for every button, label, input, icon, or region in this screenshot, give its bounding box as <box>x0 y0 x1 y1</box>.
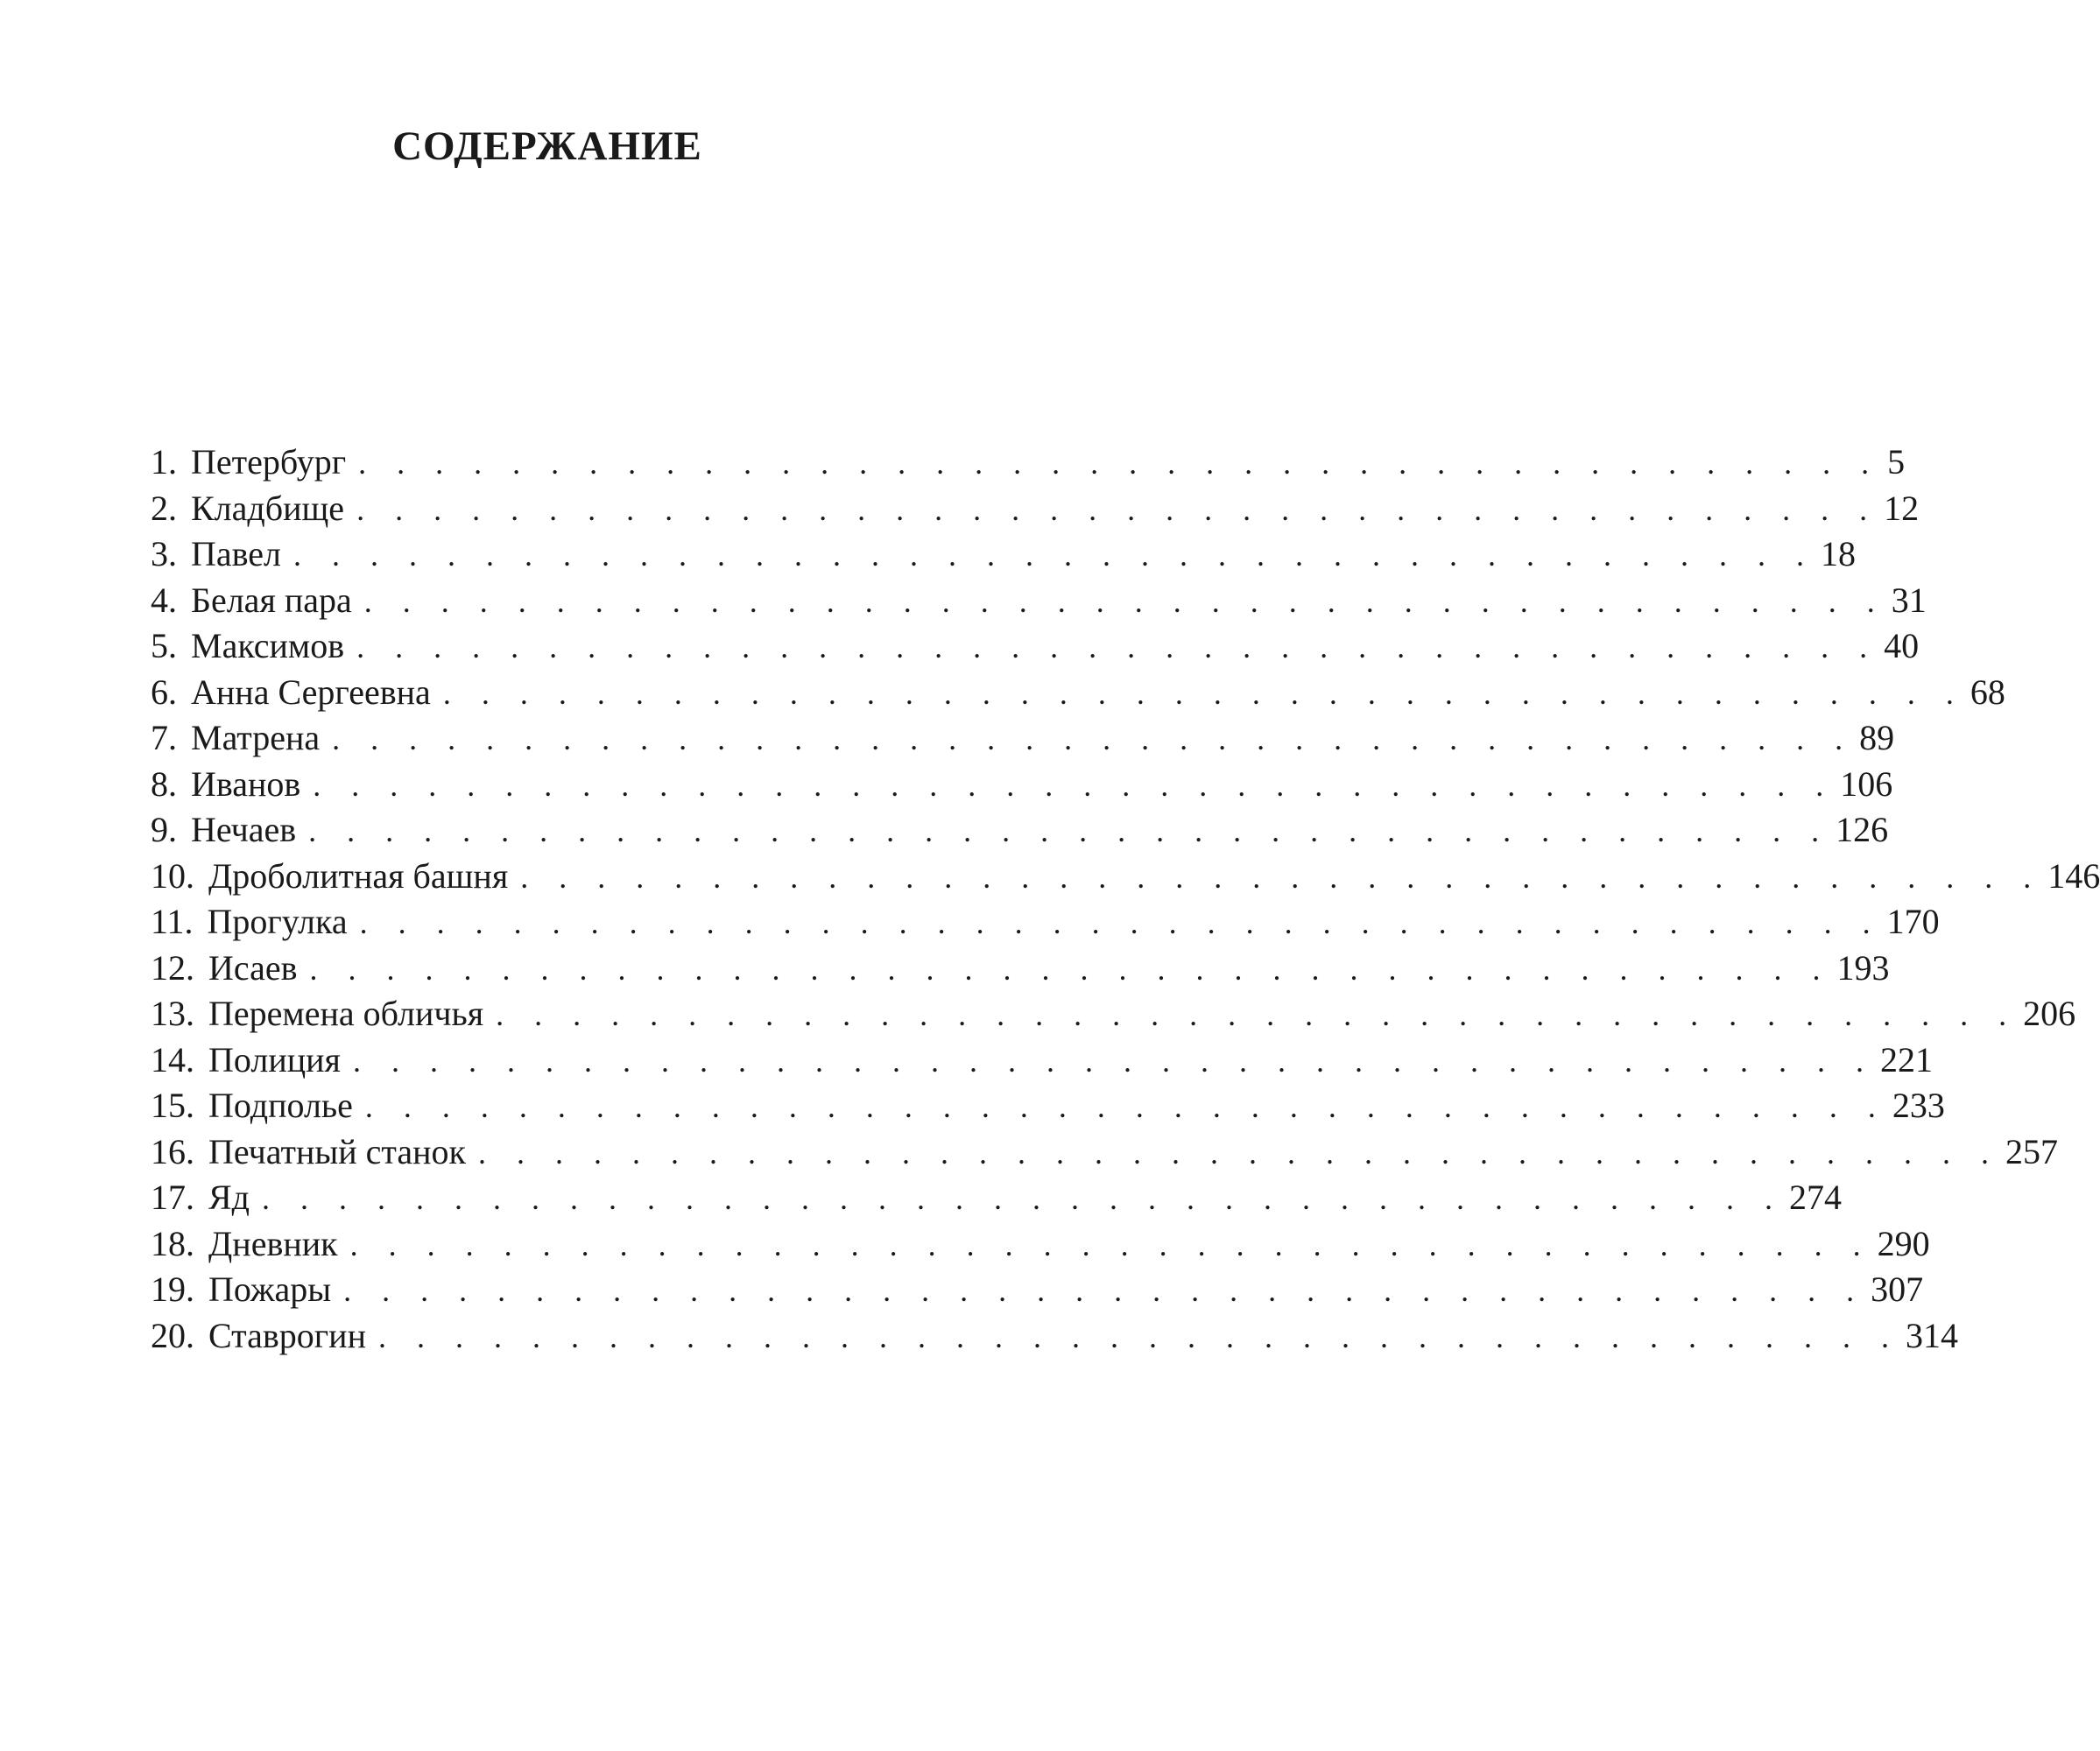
entry-title: Дневник <box>208 1223 338 1263</box>
entry-page-number: 18 <box>1821 534 1857 573</box>
entry-page-number: 5 <box>1887 442 1906 482</box>
entry-page-number: 68 <box>1970 672 2005 712</box>
dot-leader: . . . . . . . . . . . . . . . . . . . . . . . . . . . . . . . . . . . . . . . . <box>377 1319 1900 1354</box>
entry-page-number: 146 <box>2047 855 2100 896</box>
entry-page-number: 233 <box>1892 1086 1945 1125</box>
entry-title: Максимов <box>191 626 345 665</box>
toc-entry[interactable] <box>151 1083 1945 1129</box>
entry-number: 19. <box>151 1269 194 1309</box>
dot-leader: . . . . . . . . . . . . . . . . . . . . . . . . . . . . . . . . . . . . . . . . <box>313 767 1836 803</box>
entry-title: Нечаев <box>191 810 297 849</box>
entry-number: 7. <box>151 718 177 757</box>
entry-title: Кладбище <box>191 488 345 528</box>
entry-page-number: 257 <box>2005 1131 2058 1171</box>
entry-number: 14. <box>151 1039 194 1079</box>
toc-entry[interactable] <box>151 715 1895 762</box>
entry-page-number: 314 <box>1905 1315 1958 1355</box>
dot-leader: . . . . . . . . . . . . . . . . . . . . . . . . . . . . . . . . . . . . . . . . <box>293 538 1816 573</box>
entry-page-number: 40 <box>1884 626 1920 665</box>
entry-title: Полиция <box>208 1039 341 1079</box>
entry-number: 20. <box>151 1315 194 1355</box>
dot-leader: . . . . . . . . . . . . . . . . . . . . . . . . . . . . . . . . . . . . . . . . <box>496 997 2019 1032</box>
toc-entry[interactable] <box>151 854 2100 900</box>
entry-number: 18. <box>151 1223 194 1263</box>
toc-entry[interactable] <box>151 1267 1924 1313</box>
dot-leader: . . . . . . . . . . . . . . . . . . . . . . . . . . . . . . . . . . . . . . . . <box>520 859 2043 895</box>
dot-leader: . . . . . . . . . . . . . . . . . . . . . . . . . . . . . . . . . . . . . . . . <box>352 1043 1875 1079</box>
toc-entry[interactable] <box>151 762 1893 808</box>
entry-title: Павел <box>191 534 282 573</box>
entry-number: 11. <box>151 902 194 941</box>
table-of-contents <box>151 440 2100 1359</box>
dot-leader: . . . . . . . . . . . . . . . . . . . . . . . . . . . . . . . . . . . . . . . . <box>262 1181 1785 1216</box>
entry-title: Исаев <box>208 947 298 988</box>
toc-entry[interactable] <box>151 1129 2058 1176</box>
dot-leader: . . . . . . . . . . . . . . . . . . . . . . . . . . . . . . . . . . . . . . . . <box>364 1089 1887 1124</box>
entry-number: 12. <box>151 947 194 988</box>
entry-number: 2. <box>151 488 177 528</box>
entry-page-number: 126 <box>1836 810 1889 849</box>
entry-page-number: 307 <box>1871 1269 1924 1309</box>
dot-leader: . . . . . . . . . . . . . . . . . . . . . . . . . . . . . . . . . . . . . . . . <box>477 1135 2000 1171</box>
dot-leader: . . . . . . . . . . . . . . . . . . . . . . . . . . . . . . . . . . . . . . . . <box>359 905 1882 940</box>
dot-leader: . . . . . . . . . . . . . . . . . . . . . . . . . . . . . . . . . . . . . . . . <box>358 446 1881 481</box>
entry-title: Яд <box>208 1178 250 1217</box>
toc-entry[interactable] <box>151 440 1906 486</box>
entry-number: 17. <box>151 1178 194 1217</box>
entry-number: 15. <box>151 1086 194 1125</box>
toc-entry[interactable] <box>151 486 1920 532</box>
toc-entry[interactable] <box>151 531 1857 578</box>
dot-leader: . . . . . . . . . . . . . . . . . . . . . . . . . . . . . . . . . . . . . . . . <box>349 1227 1872 1262</box>
dot-leader: . . . . . . . . . . . . . . . . . . . . . . . . . . . . . . . . . . . . . . . . <box>309 951 1832 987</box>
dot-leader: . . . . . . . . . . . . . . . . . . . . . . . . . . . . . . . . . . . . . . . . <box>308 813 1831 848</box>
entry-title: Петербург <box>191 442 347 482</box>
toc-entry[interactable] <box>151 899 1940 946</box>
toc-entry[interactable] <box>151 946 1890 992</box>
toc-entry[interactable] <box>151 991 2076 1037</box>
entry-title: Матрена <box>191 718 321 757</box>
entry-number: 5. <box>151 626 177 665</box>
entry-title: Анна Сергеевна <box>191 672 431 712</box>
entry-page-number: 170 <box>1886 902 1940 941</box>
toc-entry[interactable] <box>151 670 2005 716</box>
dot-leader: . . . . . . . . . . . . . . . . . . . . . . . . . . . . . . . . . . . . . . . . <box>442 675 1965 711</box>
entry-page-number: 193 <box>1836 947 1890 988</box>
toc-entry[interactable] <box>151 623 1920 670</box>
entry-page-number: 274 <box>1789 1178 1843 1217</box>
entry-title: Белая пара <box>191 580 352 620</box>
toc-entry[interactable] <box>151 1221 1930 1268</box>
toc-entry[interactable] <box>151 1175 1843 1221</box>
entry-title: Печатный станок <box>208 1131 466 1171</box>
entry-number: 6. <box>151 672 177 712</box>
entry-number: 8. <box>151 763 177 804</box>
dot-leader: . . . . . . . . . . . . . . . . . . . . . . . . . . . . . . . . . . . . . . . . <box>356 491 1879 527</box>
entry-page-number: 89 <box>1859 718 1895 757</box>
toc-entry[interactable] <box>151 807 1889 854</box>
entry-title: Ставрогин <box>208 1315 366 1355</box>
entry-title: Подполье <box>208 1086 353 1125</box>
dot-leader: . . . . . . . . . . . . . . . . . . . . . . . . . . . . . . . . . . . . . . . . <box>332 721 1855 756</box>
dot-leader: . . . . . . . . . . . . . . . . . . . . . . . . . . . . . . . . . . . . . . . . <box>363 583 1886 619</box>
entry-page-number: 290 <box>1877 1223 1930 1263</box>
dot-leader: . . . . . . . . . . . . . . . . . . . . . . . . . . . . . . . . . . . . . . . . <box>343 1273 1866 1308</box>
entry-number: 3. <box>151 534 177 573</box>
entry-page-number: 221 <box>1879 1039 1933 1079</box>
entry-number: 16. <box>151 1131 194 1171</box>
entry-page-number: 12 <box>1884 488 1920 528</box>
entry-page-number: 31 <box>1891 580 1927 620</box>
entry-number: 9. <box>151 810 177 849</box>
dot-leader: . . . . . . . . . . . . . . . . . . . . . . . . . . . . . . . . . . . . . . . . <box>356 629 1879 665</box>
entry-number: 4. <box>151 580 177 620</box>
page-title: СОДЕРЖАНИЕ <box>392 123 702 169</box>
toc-entry[interactable] <box>151 1037 1933 1084</box>
entry-number: 13. <box>151 994 194 1033</box>
entry-title: Прогулка <box>207 902 348 941</box>
entry-title: Иванов <box>191 763 301 804</box>
entry-title: Дроболитная башня <box>208 855 509 896</box>
toc-entry[interactable] <box>151 578 1927 624</box>
entry-number: 10. <box>151 855 194 896</box>
toc-entry[interactable] <box>151 1313 1958 1360</box>
entry-number: 1. <box>151 442 177 482</box>
entry-title: Пожары <box>208 1269 332 1309</box>
entry-page-number: 206 <box>2023 994 2076 1033</box>
entry-title: Перемена обличья <box>208 994 484 1033</box>
entry-page-number: 106 <box>1840 763 1893 804</box>
